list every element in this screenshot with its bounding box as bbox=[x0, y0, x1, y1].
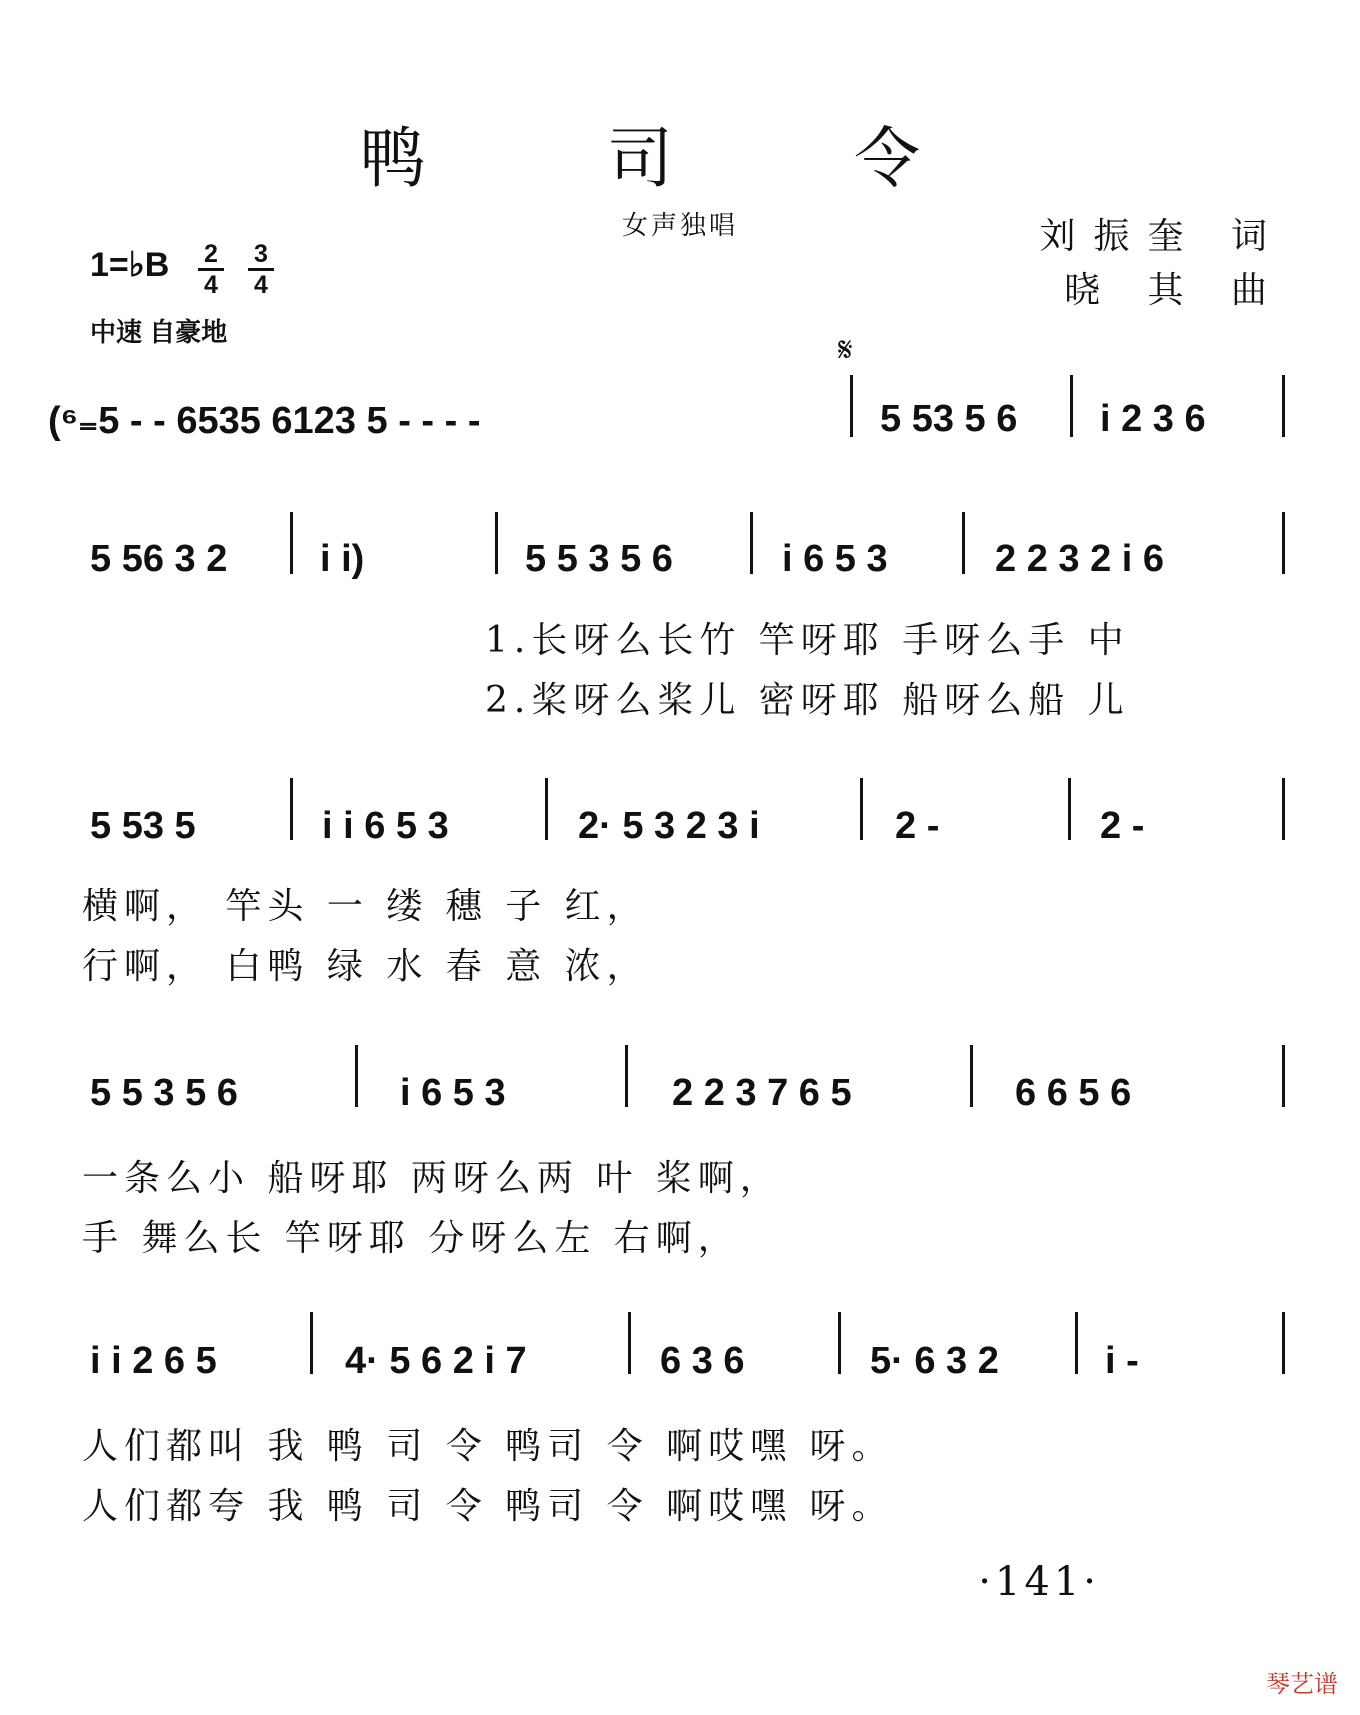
time-signature-2-4: 2 4 bbox=[198, 240, 224, 299]
barline bbox=[1068, 778, 1071, 840]
notation-row-5-measure-2: 4· 5 6 2 i 7 bbox=[345, 1340, 527, 1382]
barline bbox=[860, 778, 863, 840]
barline bbox=[750, 512, 753, 574]
notation-row-4-measure-4: 6 6 5 6 bbox=[1015, 1072, 1132, 1114]
notation-row-3-measure-4: 2 - bbox=[895, 805, 940, 847]
notation-row-5-measure-3: 6 3 6 bbox=[660, 1340, 745, 1382]
lyrics-row-2-verse-2: 2.桨呀么桨儿 密呀耶 船呀么船 儿 bbox=[485, 680, 1130, 721]
notation-row-5-measure-5: i - bbox=[1105, 1340, 1139, 1382]
barline bbox=[1070, 375, 1073, 437]
barline bbox=[962, 512, 965, 574]
barline bbox=[310, 1312, 313, 1374]
notation-row-4-measure-3: 2 2 3 7 6 5 bbox=[672, 1072, 852, 1114]
barline bbox=[1282, 778, 1285, 840]
barline bbox=[850, 375, 853, 437]
notation-row-1-measure-2: 5 53 5 6 bbox=[880, 398, 1018, 440]
lyrics-row-2-verse-1: 1.长呀么长竹 竿呀耶 手呀么手 中 bbox=[485, 620, 1130, 661]
barline bbox=[1282, 375, 1285, 437]
barline bbox=[1282, 1312, 1285, 1374]
barline bbox=[625, 1045, 628, 1107]
barline bbox=[628, 1312, 631, 1374]
notation-row-3-measure-1: 5 53 5 bbox=[90, 805, 196, 847]
notation-row-5-measure-4: 5· 6 3 2 bbox=[870, 1340, 999, 1382]
barline bbox=[290, 778, 293, 840]
lyrics-row-3-verse-1: 横啊， 竿头 一 缕 穗 子 红， bbox=[82, 886, 649, 927]
notation-row-2-measure-2: i i) bbox=[320, 538, 365, 580]
barline bbox=[495, 512, 498, 574]
lyrics-row-4-verse-2: 手 舞么长 竿呀耶 分呀么左 右啊， bbox=[82, 1218, 740, 1259]
lyricist-credit: 刘振奎 词 bbox=[1039, 216, 1285, 257]
notation-row-2-measure-4: i 6 5 3 bbox=[782, 538, 888, 580]
notation-row-5-measure-1: i i 2 6 5 bbox=[90, 1340, 217, 1382]
barline bbox=[355, 1045, 358, 1107]
barline bbox=[1282, 1045, 1285, 1107]
barline bbox=[545, 778, 548, 840]
notation-row-3-measure-3: 2· 5 3 2 3 i bbox=[578, 805, 760, 847]
notation-row-1-intro: (⁶₌5 - - 6535 6123 5 - - - - bbox=[48, 400, 481, 442]
key-signature: 1=♭B bbox=[90, 246, 170, 284]
notation-row-4-measure-2: i 6 5 3 bbox=[400, 1072, 506, 1114]
segno-sign: 𝄋 bbox=[838, 330, 853, 370]
performance-type: 女声独唱 bbox=[621, 211, 738, 241]
barline bbox=[290, 512, 293, 574]
watermark-logo: 琴艺谱 bbox=[1266, 1670, 1338, 1698]
page-number: ·141· bbox=[978, 1559, 1100, 1605]
notation-row-2-measure-5: 2 2 3 2 i 6 bbox=[995, 538, 1165, 580]
notation-row-1-measure-3: i 2 3 6 bbox=[1100, 398, 1206, 440]
time-signature-3-4: 3 4 bbox=[248, 240, 274, 299]
barline bbox=[1075, 1312, 1078, 1374]
barline bbox=[838, 1312, 841, 1374]
notation-row-3-measure-5: 2 - bbox=[1100, 805, 1145, 847]
lyrics-row-5-verse-2: 人们都夸 我 鸭 司 令 鸭司 令 啊哎嘿 呀。 bbox=[82, 1486, 894, 1527]
song-title: 鸭 司 令 bbox=[360, 120, 1000, 197]
lyrics-row-3-verse-2: 行啊， 白鸭 绿 水 春 意 浓， bbox=[82, 946, 649, 987]
notation-row-2-measure-3: 5 5 3 5 6 bbox=[525, 538, 673, 580]
lyrics-row-5-verse-1: 人们都叫 我 鸭 司 令 鸭司 令 啊哎嘿 呀。 bbox=[82, 1426, 894, 1467]
notation-row-2-measure-1: 5 56 3 2 bbox=[90, 538, 228, 580]
tempo-marking: 中速 自豪地 bbox=[90, 317, 228, 347]
composer-credit: 晓 其 曲 bbox=[1064, 270, 1285, 311]
barline bbox=[1282, 512, 1285, 574]
lyrics-row-4-verse-1: 一条么小 船呀耶 两呀么两 叶 桨啊， bbox=[82, 1158, 782, 1199]
barline bbox=[970, 1045, 973, 1107]
notation-row-4-measure-1: 5 5 3 5 6 bbox=[90, 1072, 238, 1114]
notation-row-3-measure-2: i i 6 5 3 bbox=[322, 805, 449, 847]
